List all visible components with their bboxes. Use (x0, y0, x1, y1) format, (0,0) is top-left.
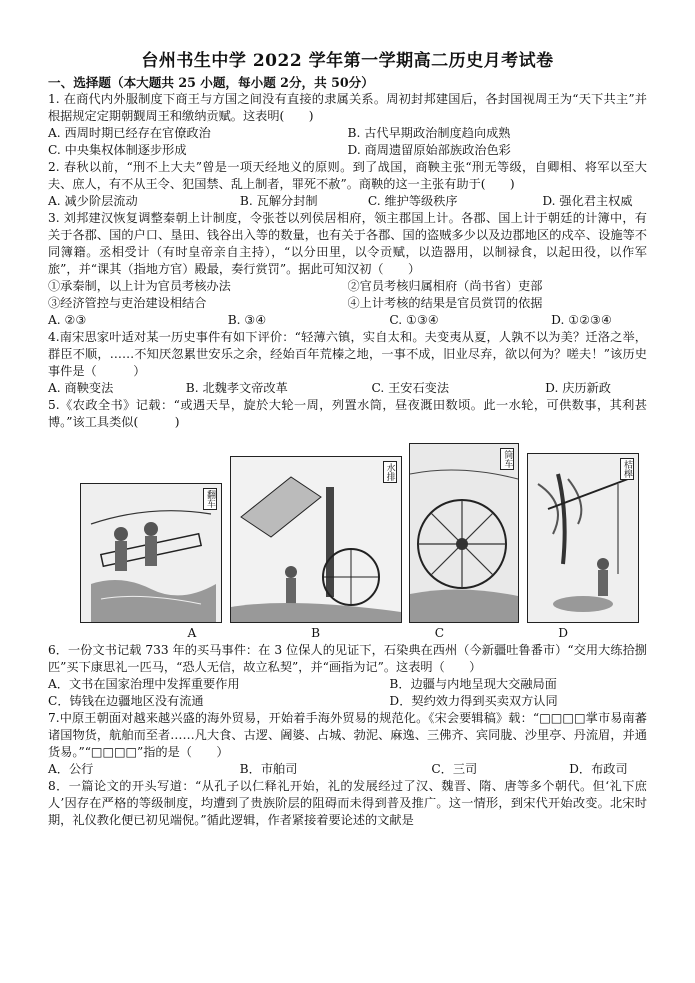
option-d[interactable]: D．布政司 (569, 762, 628, 776)
option-b[interactable]: B. ③④ (227, 313, 267, 327)
options (48, 380, 647, 397)
question-4 (48, 329, 647, 397)
statement-4: ④上计考核的结果是官员赏罚的依据 (347, 296, 543, 310)
figure-c[interactable] (409, 443, 519, 623)
question-8 (48, 778, 647, 829)
option-d[interactable]: D. 商周遗留原始部族政治色彩 (347, 143, 511, 157)
question-stem: 1. 在商代内外服制度下商王与方国之间没有直接的隶属关系。周初封邦建国后，各封国视周王为“天下共主”并根据规定定期朝觐周王和缴纳贡赋。这表明( ) (48, 92, 647, 123)
question-2 (48, 159, 647, 210)
figure-b[interactable] (230, 456, 402, 623)
option-c[interactable]: C．三司 (431, 762, 478, 776)
option-c[interactable]: C. 王安石变法 (371, 381, 450, 395)
figure-letters (48, 625, 647, 642)
question-5 (48, 397, 647, 642)
figure-d[interactable] (527, 453, 639, 623)
statements (48, 278, 647, 295)
option-a[interactable]: A (187, 626, 197, 640)
tube-wheel-illustration (410, 444, 518, 622)
question-stem: 4.南宋思家叶适对某一历史事件有如下评价：“轻薄六镇，实自太和。夫变夷从夏，人孰不以为美？迁洛之举，群臣不顺，……不知厌忽累世安乐之余，经始百年荒榛之地，一事不成，旧业尽弃，欲以何为？嗟夫！”该历史事件是（ ） (48, 330, 647, 378)
option-b[interactable]: B. 瓦解分封制 (239, 194, 318, 208)
figure-a-label: 翻车 (205, 490, 215, 508)
option-c[interactable]: C. 中央集权体制逐步形成 (48, 143, 187, 157)
option-c[interactable]: C．铸钱在边疆地区没有流通 (48, 694, 204, 708)
question-stem: 5.《农政全书》记载：“或遇天旱，旋於大轮一周，列置水筒，昼夜溉田数顷。此一水轮，可供数事，其利甚博。”该工具类似( ) (48, 398, 647, 429)
option-c[interactable]: C (434, 626, 445, 640)
statements (48, 295, 647, 312)
question-stem: 6．一份文书记载 733 年的买马事件：在 3 位保人的见证下，石染典在西州（今新疆吐鲁番市）“交用大练拾捌匹”买下康思礼一匹马，“恐人无信，故立私契”，并“画指为记”。这表明（ ） (48, 643, 647, 674)
options (48, 693, 647, 710)
options (48, 193, 647, 210)
question-3 (48, 210, 647, 329)
option-b[interactable]: B. 北魏孝文帝改革 (185, 381, 288, 395)
option-d[interactable]: D．契约效力得到买卖双方认同 (389, 694, 558, 708)
statement-2: ②官员考核归属相府（尚书省）吏部 (347, 279, 543, 293)
option-a[interactable]: A．文书在国家治理中发挥重要作用 (48, 677, 240, 691)
statement-1: ①承秦制，以上计为官员考核办法 (48, 279, 231, 293)
option-b[interactable]: B (311, 626, 321, 640)
question-6 (48, 642, 647, 710)
options (48, 125, 647, 142)
chain-pump-illustration (81, 484, 221, 622)
option-b[interactable]: B．边疆与内地呈现大交融局面 (389, 677, 557, 691)
option-d[interactable]: D. 庆历新政 (545, 381, 611, 395)
statement-3: ③经济管控与吏治建设相结合 (48, 296, 207, 310)
options (48, 676, 647, 693)
option-a[interactable]: A. 商鞅变法 (48, 381, 114, 395)
figure-d-label: 桔槔 (621, 460, 632, 478)
question-stem: 8．一篇论文的开头写道：“从孔子以仁释礼开始，礼的发展经过了汉、魏晋、隋、唐等多个朝代。但‘礼下庶人’因存在严格的等级制度，均遭到了贵族阶层的阻碍而未得到普及推广。这一情形，到宋代开始改变。北宋时期，礼仪教化便已初见端倪。”循此逻辑，作者紧接着要论述的文献是 (48, 779, 647, 827)
options (48, 312, 647, 329)
question-7 (48, 710, 647, 778)
tool-illustrations (48, 445, 647, 623)
option-c[interactable]: C. ①③④ (389, 313, 439, 327)
figure-b-label: 水排 (384, 463, 395, 481)
option-b[interactable]: B. 古代早期政治制度趋向成熟 (347, 126, 511, 140)
option-d[interactable]: D. ①②③④ (551, 313, 612, 327)
question-stem: 2. 春秋以前，“刑不上大夫”曾是一项天经地义的原则。到了战国，商鞅主张“刑无等级，自卿相、将军以至大夫、庶人，有不从王令、犯国禁、乱上制者，罪死不赦”。商鞅的这一主张有助于( ) (48, 160, 647, 191)
option-a[interactable]: A. 西周时期已经存在官僚政治 (48, 126, 211, 140)
exam-title: 台州书生中学 2022 学年第一学期高二历史月考试卷 (141, 51, 554, 71)
option-c[interactable]: C. 维护等级秩序 (367, 194, 458, 208)
question-stem: 3. 刘邦建汉恢复调整秦朝上计制度，令张苍以列侯居相府，领主郡国上计。各郡、国上计于朝廷的计簿中，有关于各郡、国的户口、垦田、钱谷出入等的数量，也有关于各郡、国的盗贼多少以及边郡地区的戍卒、设施等不同簿籍。丞相受计（有时皇帝亲自主持），“以分田里，以令贡赋，以造器用，以制禄食，以起田役，以作军旅”，并“课其（指地方官）殿最，奏行赏罚”。据此可知汉初（ ） (48, 211, 647, 276)
figure-a[interactable] (80, 483, 222, 623)
options (48, 142, 647, 159)
option-a[interactable]: A. ②③ (48, 313, 87, 327)
water-bellows-illustration (231, 457, 401, 622)
section-heading: 一、选择题（本大题共 25 小题，每小题 2分，共 50分） (48, 75, 374, 90)
options (48, 761, 647, 778)
question-stem: 7.中原王朝面对越来越兴盛的海外贸易，开始着手海外贸易的规范化。《宋会要辑稿》载：“□□□□掌市易南蕃诸国物货，航舶而至者……凡大食、古逻、阇婆、占城、勃泥、麻逸、三佛齐、宾同胧、沙里亭、丹流眉，并通货易。”“□□□□”指的是（ ） (48, 711, 647, 759)
option-a[interactable]: A. 减少阶层流动 (48, 194, 138, 208)
option-d[interactable]: D (558, 626, 569, 640)
option-a[interactable]: A．公行 (48, 762, 94, 776)
figure-c-label: 筒车 (502, 450, 513, 468)
question-1 (48, 91, 647, 159)
option-b[interactable]: B．市舶司 (239, 762, 298, 776)
option-d[interactable]: D. 强化君主权威 (542, 194, 633, 208)
